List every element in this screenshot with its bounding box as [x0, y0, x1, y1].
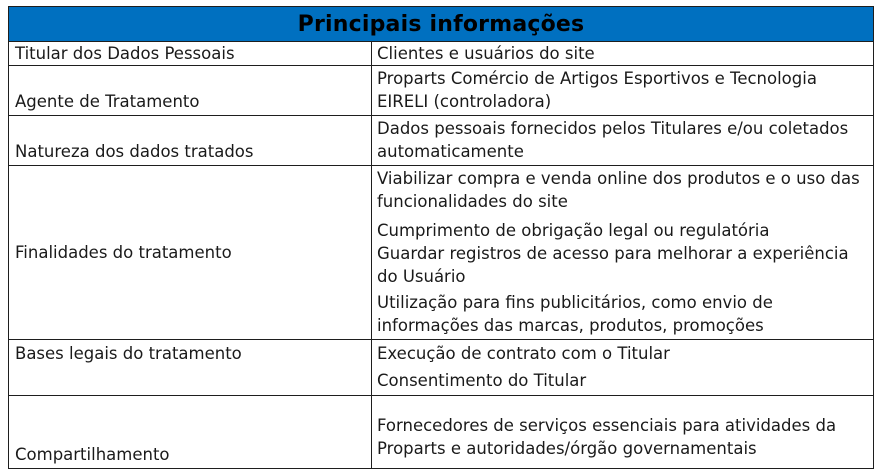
- table-header: [9, 7, 873, 42]
- table-row: [9, 42, 873, 66]
- row-values-natureza: [372, 116, 873, 165]
- row-value: Guardar registros de acesso para melhorar a experiência do Usuário: [377, 244, 849, 286]
- row-value: Execução de contrato com o Titular: [377, 344, 670, 363]
- table-row: [9, 166, 873, 340]
- row-values-compartilhamento: [372, 396, 873, 468]
- row-value: Proparts Comércio de Artigos Esportivos e Tecnologia EIRELI (controladora): [377, 69, 817, 111]
- row-label-bases: Bases legais do tratamento: [9, 340, 372, 395]
- info-table: [8, 6, 874, 469]
- row-label-titular: Titular dos Dados Pessoais: [9, 42, 372, 65]
- row-value: Fornecedores de serviços essenciais para atividades da Proparts e autoridades/órgão governamentais: [377, 416, 837, 458]
- table-row: [9, 396, 873, 468]
- row-value: Dados pessoais fornecidos pelos Titulares e/ou coletados automaticamente: [377, 119, 849, 161]
- row-label-natureza: Natureza dos dados tratados: [9, 116, 372, 165]
- row-value: Consentimento do Titular: [377, 371, 587, 390]
- table-row: [9, 340, 873, 396]
- row-label-agente: Agente de Tratamento: [9, 66, 372, 115]
- table-row: [9, 66, 873, 116]
- table-title: Principais informações: [297, 11, 585, 37]
- row-label-compartilhamento: Compartilhamento: [9, 396, 372, 468]
- row-values-finalidades: [372, 166, 873, 339]
- row-label-finalidades: Finalidades do tratamento: [9, 166, 372, 339]
- row-values-agente: [372, 66, 873, 115]
- row-value: Viabilizar compra e venda online dos produtos e o uso das funcionalidades do site: [377, 169, 860, 211]
- row-values-bases: [372, 340, 873, 395]
- row-value: Cumprimento de obrigação legal ou regulatória: [377, 221, 770, 240]
- table-row: [9, 116, 873, 166]
- row-value: Utilização para fins publicitários, como envio de informações das marcas, produtos, promoções: [377, 293, 773, 335]
- row-value: Clientes e usuários do site: [377, 44, 595, 63]
- row-values-titular: [372, 42, 873, 65]
